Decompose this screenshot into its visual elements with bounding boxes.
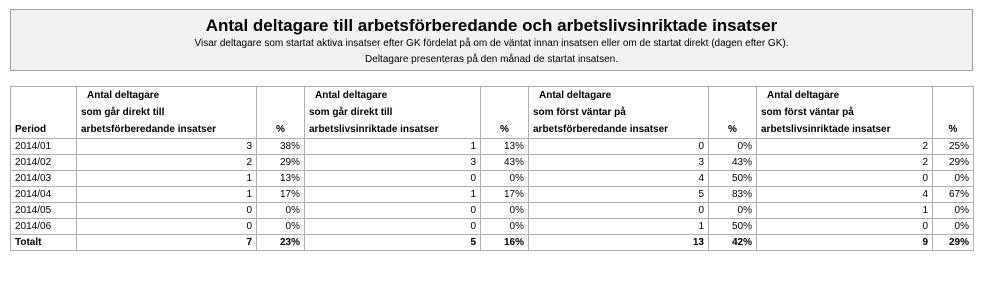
count-cell: 4 xyxy=(529,171,709,187)
col-header-direct-prep: Antal deltagare som går direkt till arbetsförberedande insatser xyxy=(77,87,257,139)
percent-cell: 0% xyxy=(933,219,974,235)
percent-cell: 0% xyxy=(933,203,974,219)
table-row xyxy=(11,187,974,203)
count-cell: 0 xyxy=(77,203,257,219)
table-row xyxy=(11,203,974,219)
report-description: Visar deltagare som startat aktiva insatser efter GK fördelat på om de väntat innan insatsen eller om de startat direkt (dagen efter GK). xyxy=(194,38,789,49)
percent-cell: 67% xyxy=(933,187,974,203)
period-cell: 2014/05 xyxy=(11,203,77,219)
total-count-cell: 9 xyxy=(757,235,933,251)
count-cell: 3 xyxy=(77,139,257,155)
percent-cell: 0% xyxy=(481,219,529,235)
percent-cell: 0% xyxy=(709,139,757,155)
count-cell: 0 xyxy=(757,171,933,187)
count-cell: 3 xyxy=(305,155,481,171)
percent-cell: 17% xyxy=(481,187,529,203)
period-cell: 2014/02 xyxy=(11,155,77,171)
col-header-pct-4: % xyxy=(933,87,974,139)
col-header-direct-work: Antal deltagare som går direkt till arbetslivsinriktade insatser xyxy=(305,87,481,139)
count-cell: 2 xyxy=(77,155,257,171)
total-percent-cell: 23% xyxy=(257,235,305,251)
table-header-row xyxy=(11,87,974,139)
count-cell: 0 xyxy=(77,219,257,235)
report-header xyxy=(10,9,973,71)
total-percent-cell: 42% xyxy=(709,235,757,251)
count-cell: 0 xyxy=(305,171,481,187)
count-cell: 1 xyxy=(77,187,257,203)
percent-cell: 0% xyxy=(933,171,974,187)
count-cell: 5 xyxy=(529,187,709,203)
count-cell: 2 xyxy=(757,139,933,155)
percent-cell: 0% xyxy=(481,203,529,219)
count-cell: 0 xyxy=(757,219,933,235)
table-row xyxy=(11,219,974,235)
table-row xyxy=(11,171,974,187)
percent-cell: 50% xyxy=(709,171,757,187)
count-cell: 0 xyxy=(529,203,709,219)
count-cell: 4 xyxy=(757,187,933,203)
period-cell: 2014/04 xyxy=(11,187,77,203)
table-row xyxy=(11,139,974,155)
total-percent-cell: 16% xyxy=(481,235,529,251)
percent-cell: 50% xyxy=(709,219,757,235)
participants-table xyxy=(10,86,974,251)
percent-cell: 0% xyxy=(709,203,757,219)
col-header-pct-2: % xyxy=(481,87,529,139)
percent-cell: 43% xyxy=(709,155,757,171)
total-percent-cell: 29% xyxy=(933,235,974,251)
count-cell: 2 xyxy=(757,155,933,171)
period-cell: 2014/06 xyxy=(11,219,77,235)
percent-cell: 25% xyxy=(933,139,974,155)
percent-cell: 43% xyxy=(481,155,529,171)
col-header-wait-prep: Antal deltagare som först väntar på arbetsförberedande insatser xyxy=(529,87,709,139)
total-count-cell: 13 xyxy=(529,235,709,251)
percent-cell: 29% xyxy=(933,155,974,171)
percent-cell: 13% xyxy=(257,171,305,187)
count-cell: 1 xyxy=(529,219,709,235)
count-cell: 1 xyxy=(305,139,481,155)
percent-cell: 38% xyxy=(257,139,305,155)
report-title: Antal deltagare till arbetsförberedande och arbetslivsinriktade insatser xyxy=(205,16,778,35)
percent-cell: 29% xyxy=(257,155,305,171)
percent-cell: 0% xyxy=(257,219,305,235)
col-header-period: Period xyxy=(11,87,77,139)
total-count-cell: 5 xyxy=(305,235,481,251)
percent-cell: 0% xyxy=(257,203,305,219)
count-cell: 0 xyxy=(305,203,481,219)
count-cell: 1 xyxy=(305,187,481,203)
period-cell: 2014/01 xyxy=(11,139,77,155)
count-cell: 0 xyxy=(529,139,709,155)
period-cell: 2014/03 xyxy=(11,171,77,187)
total-count-cell: 7 xyxy=(77,235,257,251)
total-label-cell: Totalt xyxy=(11,235,77,251)
col-header-pct-3: % xyxy=(709,87,757,139)
count-cell: 1 xyxy=(757,203,933,219)
percent-cell: 13% xyxy=(481,139,529,155)
percent-cell: 17% xyxy=(257,187,305,203)
percent-cell: 0% xyxy=(481,171,529,187)
col-header-wait-work: Antal deltagare som först väntar på arbetslivsinriktade insatser xyxy=(757,87,933,139)
count-cell: 0 xyxy=(305,219,481,235)
report-note: Deltagare presenteras på den månad de startat insatsen. xyxy=(365,54,618,65)
table-row xyxy=(11,155,974,171)
col-header-pct-1: % xyxy=(257,87,305,139)
count-cell: 1 xyxy=(77,171,257,187)
percent-cell: 83% xyxy=(709,187,757,203)
count-cell: 3 xyxy=(529,155,709,171)
participants-table-container xyxy=(10,86,973,251)
table-total-row xyxy=(11,235,974,251)
